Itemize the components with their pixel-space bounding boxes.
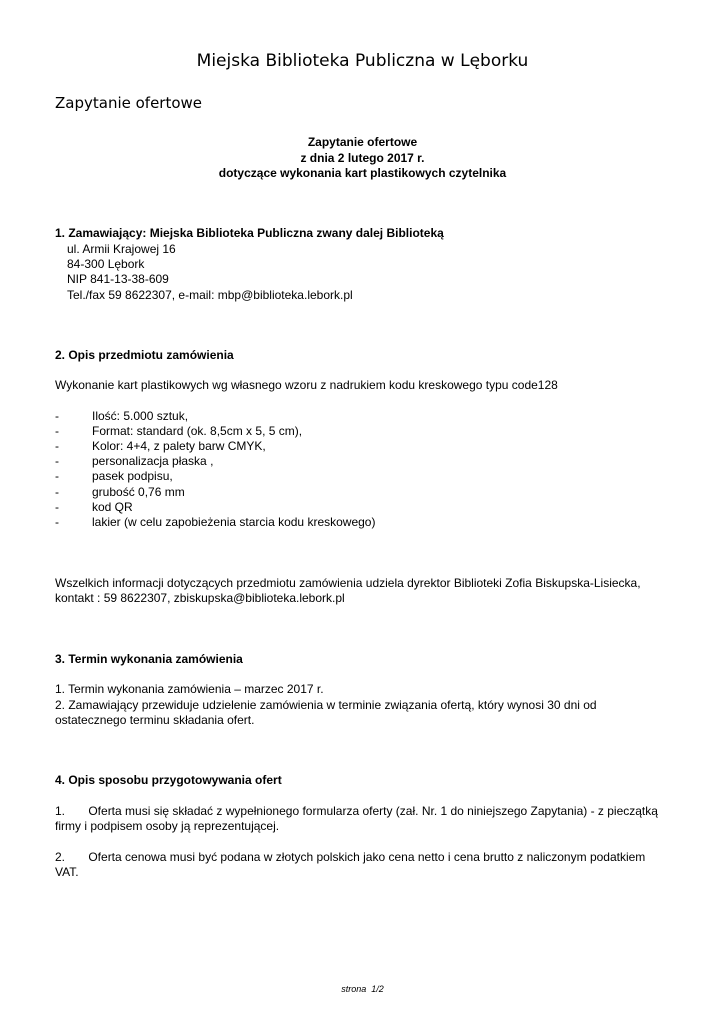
list-item-text: grubość 0,76 mm [92,485,185,499]
page-header-title: Miejska Biblioteka Publiczna w Lęborku [196,51,529,71]
section-3-line-3: ostatecznego terminu składania ofert. [55,713,255,727]
bullet-dash: - [55,469,59,483]
section-3-line-2: 2. Zamawiający przewiduje udzielenie zamówienia w terminie związania ofertą, który wynosi 30 dni od [55,698,597,712]
section-4-title: 4. Opis sposobu przygotowywania ofert [55,773,282,787]
bullet-dash: - [55,485,59,499]
bullet-dash: - [55,500,59,514]
list-item-text: Ilość: 5.000 sztuk, [92,409,189,423]
bullet-dash: - [55,515,59,529]
list-item [55,499,133,515]
section-4-paragraph-1-line-1: 1. Oferta musi się składać z wypełnionego formularza oferty (zał. Nr. 1 do niniejszego Zapytania) - z pieczątką [55,804,658,818]
list-item-text: Format: standard (ok. 8,5cm x 5, 5 cm), [92,424,303,438]
list-item-text: personalizacja płaska , [92,454,214,468]
list-item [55,423,302,439]
list-item [55,514,375,530]
page-number: strona 1/2 [341,984,384,994]
heading-line-1: Zapytanie ofertowe [307,135,418,149]
list-item [55,438,266,454]
list-item-text: pasek podpisu, [92,469,173,483]
bullet-dash: - [55,409,59,423]
list-item [55,408,188,424]
address-line: NIP 841-13-38-609 [67,272,169,286]
address-line: ul. Armii Krajowej 16 [67,242,176,256]
heading-line-3: dotyczące wykonania kart plastikowych czytelnika [218,166,507,180]
list-item [55,453,213,469]
list-item-text: kod QR [92,500,133,514]
bullet-dash: - [55,454,59,468]
address-line: Tel./fax 59 8622307, e-mail: mbp@biblioteka.lebork.pl [67,288,353,302]
list-item [55,484,185,500]
bullet-dash: - [55,424,59,438]
section-4-paragraph-2-line-2: VAT. [55,865,79,879]
heading-line-2: z dnia 2 lutego 2017 r. [300,151,425,165]
section-2-title: 2. Opis przedmiotu zamówienia [55,348,234,362]
contact-info-line-2: kontakt : 59 8622307, zbiskupska@biblioteka.lebork.pl [55,591,345,605]
section-4-paragraph-1-line-2: firmy i podpisem osoby ją reprezentującej. [55,819,280,833]
section-2-intro: Wykonanie kart plastikowych wg własnego wzoru z nadrukiem kodu kreskowego typu code128 [55,378,558,392]
list-item-text: Kolor: 4+4, z palety barw CMYK, [92,439,266,453]
list-item [55,468,173,484]
list-item-text: lakier (w celu zapobieżenia starcia kodu kreskowego) [92,515,376,529]
section-3-title: 3. Termin wykonania zamówienia [55,652,243,666]
section-1-title: 1. Zamawiający: Miejska Biblioteka Publiczna zwany dalej Biblioteką [55,226,444,240]
page-header-subtitle: Zapytanie ofertowe [55,94,203,112]
section-3-line-1: 1. Termin wykonania zamówienia – marzec 2017 r. [55,682,324,696]
bullet-dash: - [55,439,59,453]
section-4-paragraph-2-line-1: 2. Oferta cenowa musi być podana w złotych polskich jako cena netto i cena brutto z naliczonym podatkiem [55,850,646,864]
address-line: 84-300 Lębork [67,257,145,271]
contact-info-line-1: Wszelkich informacji dotyczących przedmiotu zamówienia udziela dyrektor Biblioteki Zofia Biskupska-Lisiecka, [55,576,641,590]
